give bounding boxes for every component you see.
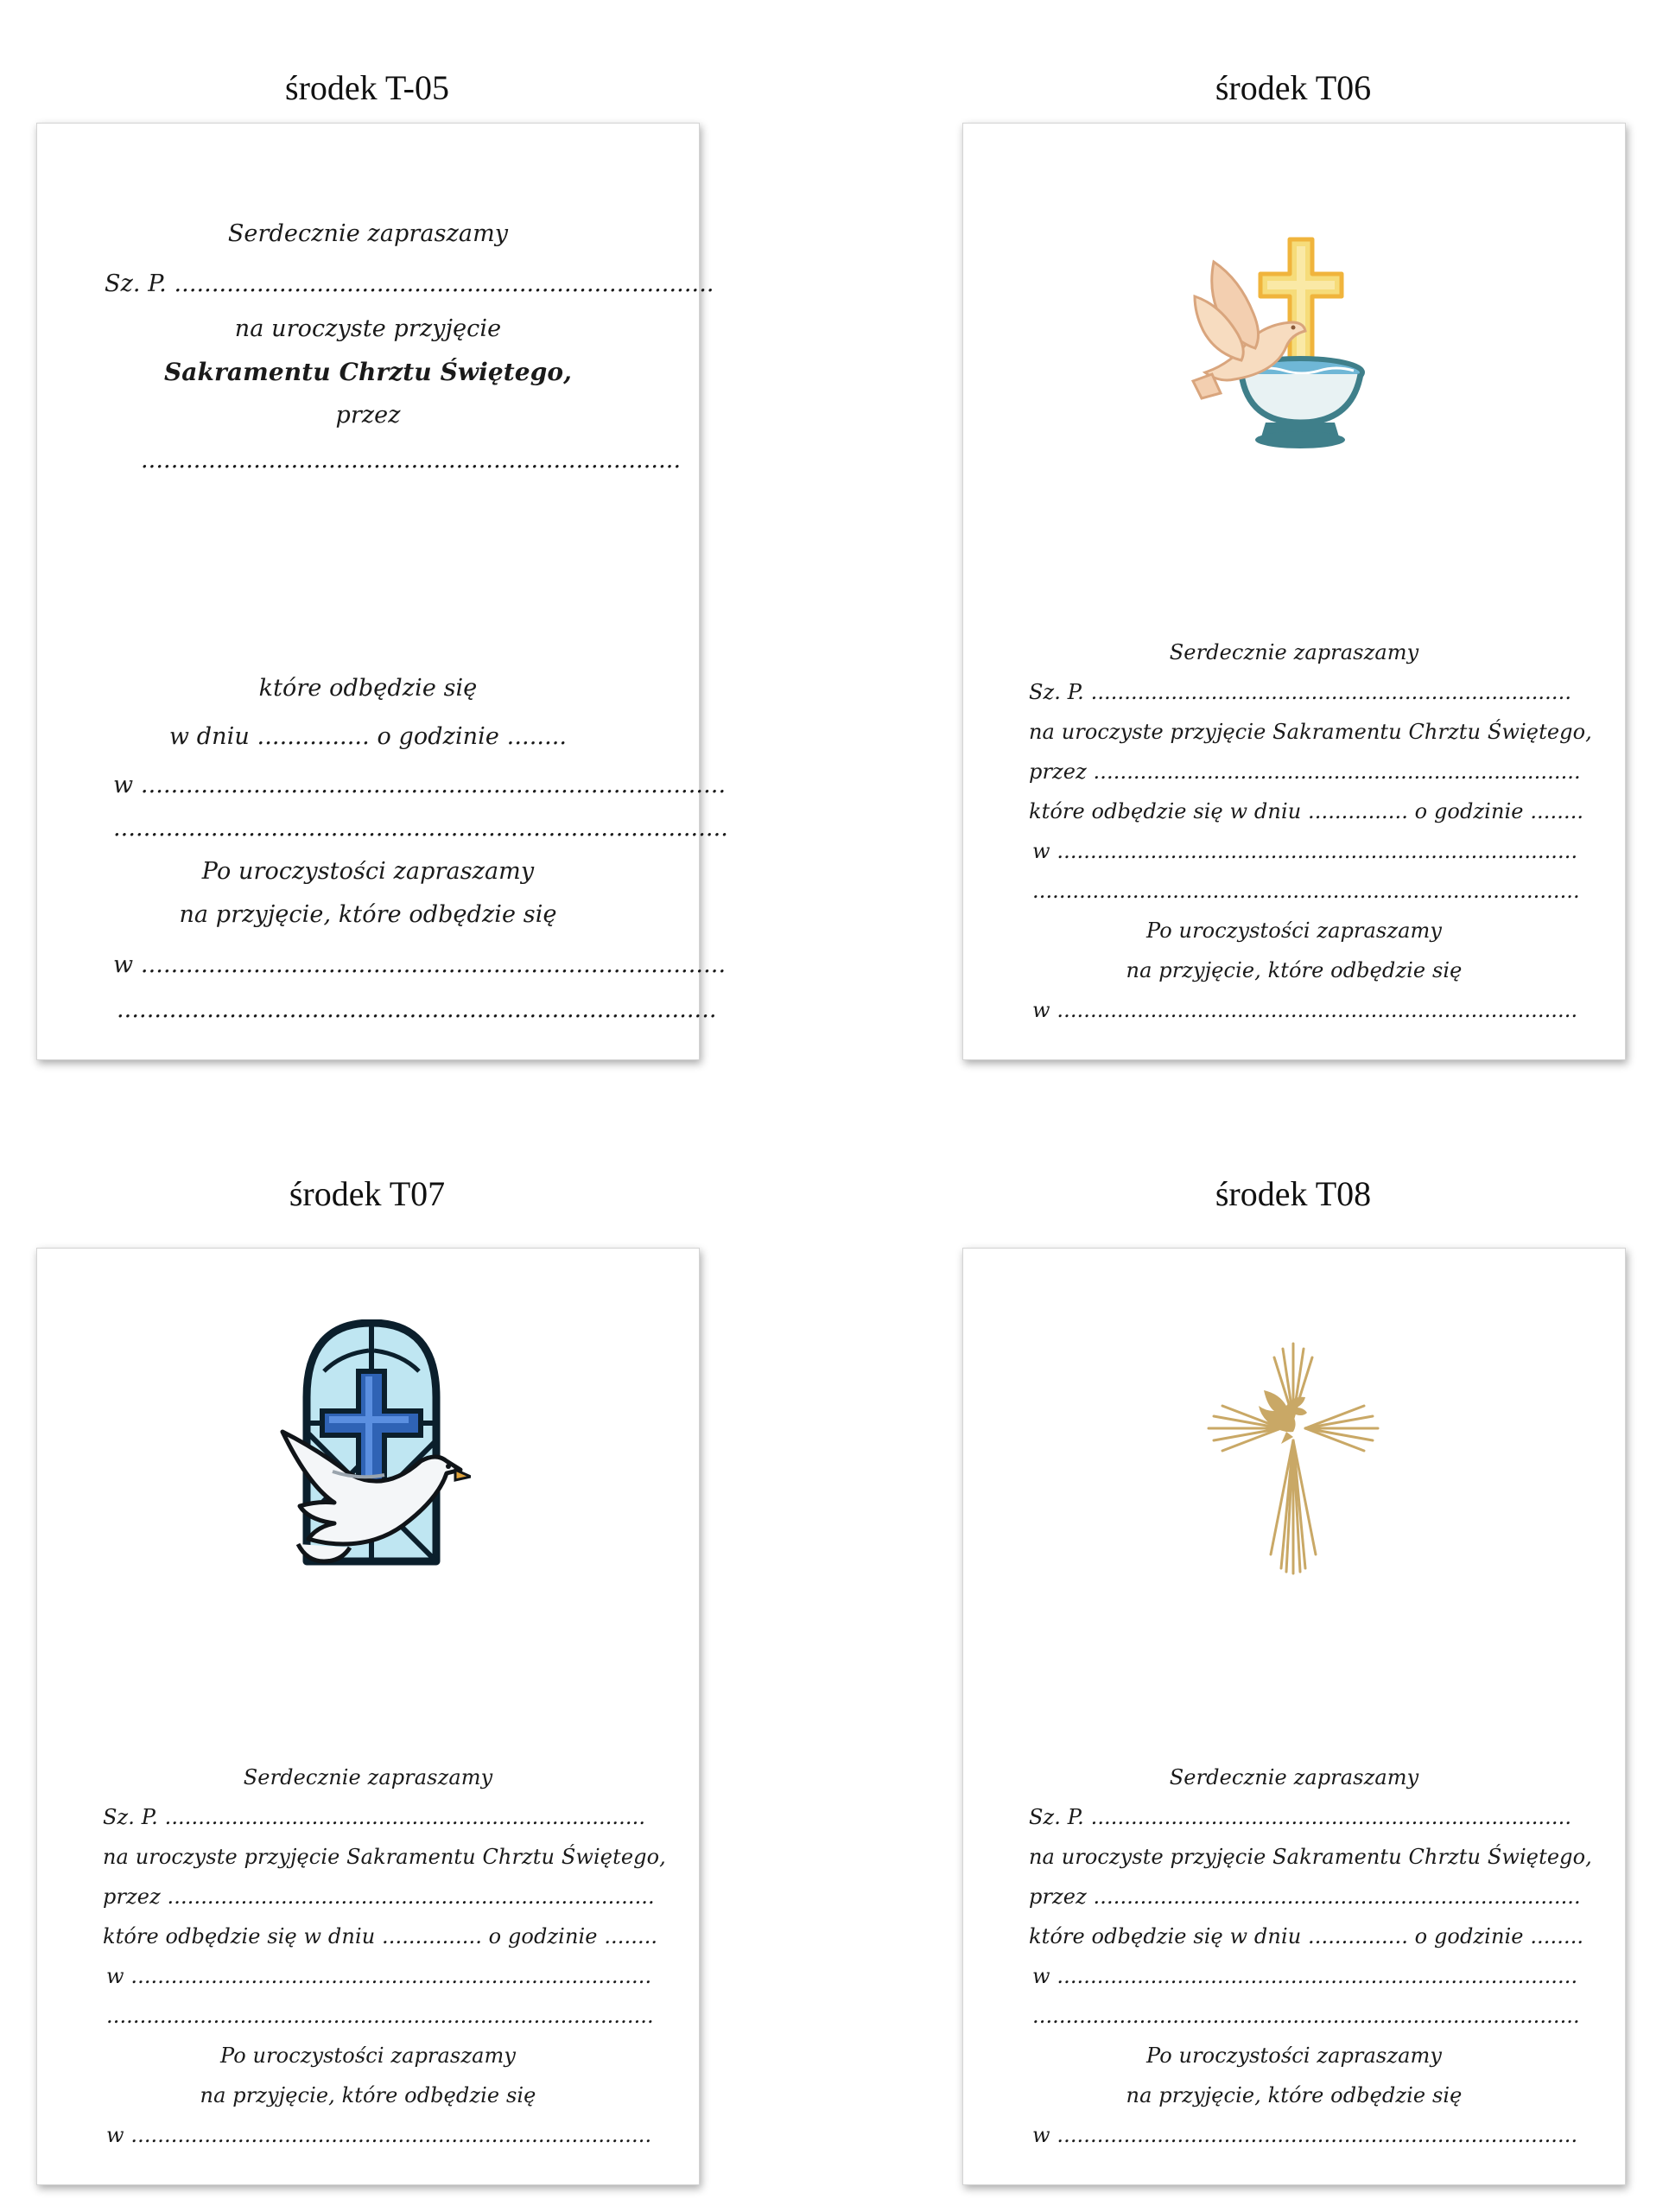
occasion-line: na uroczyste przyjęcie Sakramentu Chrztu Świętego,: [103, 1845, 666, 1869]
reception-invite: Po uroczystości zapraszamy: [1145, 918, 1443, 943]
recipient-line: Sz. P. ........................................................................: [105, 270, 714, 297]
recipient-line: Sz. P. ........................................................................: [1029, 680, 1572, 704]
reception-invite: Po uroczystości zapraszamy: [219, 2044, 517, 2068]
greeting: Serdecznie zapraszamy: [227, 220, 509, 247]
dove-cross-font-icon: [1188, 227, 1387, 478]
date-time-line: które odbędzie się w dniu ............... o godzinie ........: [103, 1924, 658, 1948]
event-intro: które odbędzie się: [258, 675, 478, 702]
inviter-blank-line: ........................................................................: [141, 447, 682, 474]
greeting: Serdecznie zapraszamy: [243, 1765, 493, 1789]
reception-invite: Po uroczystości zapraszamy: [1145, 2044, 1443, 2068]
place-line: w ..............................................................................: [1032, 1964, 1578, 1988]
reception-place-line: w ..............................................................................: [1032, 998, 1578, 1022]
place-line: w ..............................................................................: [113, 772, 727, 798]
place-line: w ..............................................................................: [106, 1964, 652, 1988]
golden-radiant-cross-dove-icon: [1207, 1342, 1380, 1575]
occasion-line: na uroczyste przyjęcie Sakramentu Chrztu Świętego,: [1029, 1845, 1592, 1869]
invitation-card-t05: [36, 123, 728, 1060]
reception-place-line: w ..............................................................................: [106, 2123, 652, 2147]
reception-blank-line: ................................................................................: [117, 996, 717, 1023]
occasion-line: na uroczyste przyjęcie Sakramentu Chrztu Świętego,: [1029, 720, 1592, 744]
caption-t08: środek T08: [1215, 1174, 1372, 1213]
caption-t07: środek T07: [289, 1174, 446, 1213]
place-blank-line: ..................................................................................: [1032, 879, 1580, 903]
reception-intro: na przyjęcie, które odbędzie się: [179, 901, 557, 928]
reception-place-line: w ..............................................................................: [1032, 2123, 1578, 2147]
reception-invite: Po uroczystości zapraszamy: [201, 858, 535, 885]
reception-place-line: w ..............................................................................: [113, 951, 727, 978]
reception-intro: na przyjęcie, które odbędzie się: [1126, 958, 1463, 982]
date-time-line: które odbędzie się w dniu ............... o godzinie ........: [1029, 1924, 1584, 1948]
greeting: Serdecznie zapraszamy: [1169, 640, 1419, 664]
date-time-line: w dniu ............... o godzinie ........: [168, 723, 568, 750]
greeting: Serdecznie zapraszamy: [1169, 1765, 1419, 1789]
date-time-line: które odbędzie się w dniu ............... o godzinie ........: [1029, 799, 1584, 823]
place-blank-line: ..................................................................................: [106, 2004, 654, 2028]
stained-glass-dove-icon: [272, 1319, 471, 1596]
invitation-card-t08: [962, 1248, 1626, 2185]
by-line: przez .........................................................................: [1029, 1885, 1581, 1909]
reception-intro: na przyjęcie, które odbędzie się: [1126, 2083, 1463, 2107]
occasion-line: na uroczyste przyjęcie: [234, 315, 502, 342]
place-line: w ..............................................................................: [1032, 839, 1578, 863]
place-blank-line: ..................................................................................: [113, 815, 728, 842]
by-line: przez .........................................................................: [1029, 760, 1581, 784]
recipient-line: Sz. P. ........................................................................: [103, 1805, 646, 1829]
invitation-card-t07: [36, 1248, 700, 2185]
sacrament-title: Sakramentu Chrztu Świętego,: [163, 358, 573, 386]
by-line: przez .........................................................................: [103, 1885, 655, 1909]
reception-intro: na przyjęcie, które odbędzie się: [200, 2083, 536, 2107]
place-blank-line: ..................................................................................: [1032, 2004, 1580, 2028]
caption-t05: środek T-05: [285, 68, 449, 107]
by-line: przez: [335, 402, 401, 429]
recipient-line: Sz. P. ........................................................................: [1029, 1805, 1572, 1829]
caption-t06: środek T06: [1215, 68, 1372, 107]
invitation-card-t06: [962, 123, 1626, 1060]
